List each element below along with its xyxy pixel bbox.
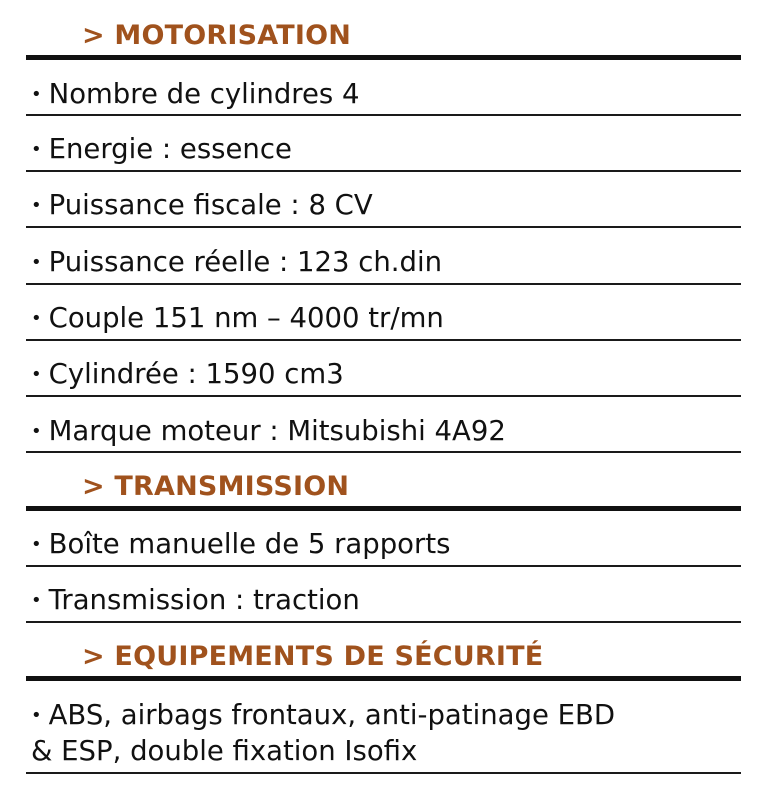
section-divider (26, 506, 741, 511)
list-item-safety-line-1 (31, 697, 615, 734)
section-title-motorisation: > MOTORISATION (82, 20, 352, 51)
bullet-icon: • (31, 364, 42, 385)
item-text: Nombre de cylindres 4 (48, 78, 360, 110)
list-item-cylinders (31, 76, 360, 113)
bullet-icon: • (31, 421, 42, 442)
row-divider (26, 114, 741, 116)
bullet-icon: • (31, 705, 42, 726)
list-item-safety-line-2 (31, 733, 417, 769)
bullet-icon: • (31, 252, 42, 273)
bullet-icon: • (31, 195, 42, 216)
list-item-displacement (31, 356, 344, 393)
row-divider (26, 451, 741, 453)
row-divider (26, 170, 741, 172)
section-title-transmission: > TRANSMISSION (82, 471, 350, 502)
bullet-icon: • (31, 139, 42, 160)
section-title-safety: > EQUIPEMENTS DE SÉCURITÉ (82, 641, 544, 672)
list-item-drive (31, 582, 360, 619)
item-text: Puissance fiscale : 8 CV (48, 189, 373, 221)
item-text: & ESP, double fixation Isofix (31, 735, 418, 767)
row-divider (26, 226, 741, 228)
row-divider (26, 565, 741, 567)
list-item-energy (31, 131, 292, 168)
item-text: Cylindrée : 1590 cm3 (48, 358, 344, 390)
list-item-gearbox (31, 526, 450, 563)
section-divider (26, 676, 741, 681)
bullet-icon: • (31, 308, 42, 329)
item-text: ABS, airbags frontaux, anti-patinage EBD (48, 699, 616, 731)
row-divider (26, 395, 741, 397)
item-text: Marque moteur : Mitsubishi 4A92 (48, 415, 506, 447)
item-text: Puissance réelle : 123 ch.din (48, 246, 443, 278)
bullet-icon: • (31, 590, 42, 611)
list-item-real-power (31, 244, 442, 281)
item-text: Transmission : traction (48, 584, 360, 616)
section-divider (26, 55, 741, 60)
row-divider (26, 621, 741, 623)
row-divider (26, 339, 741, 341)
item-text: Energie : essence (48, 133, 292, 165)
item-text: Couple 151 nm – 4000 tr/mn (48, 302, 444, 334)
bullet-icon: • (31, 84, 42, 105)
row-divider (26, 772, 741, 774)
item-text: Boîte manuelle de 5 rapports (48, 528, 451, 560)
row-divider (26, 283, 741, 285)
bullet-icon: • (31, 534, 42, 555)
list-item-engine-brand (31, 413, 506, 450)
list-item-torque (31, 300, 444, 337)
list-item-fiscal-power (31, 187, 373, 224)
